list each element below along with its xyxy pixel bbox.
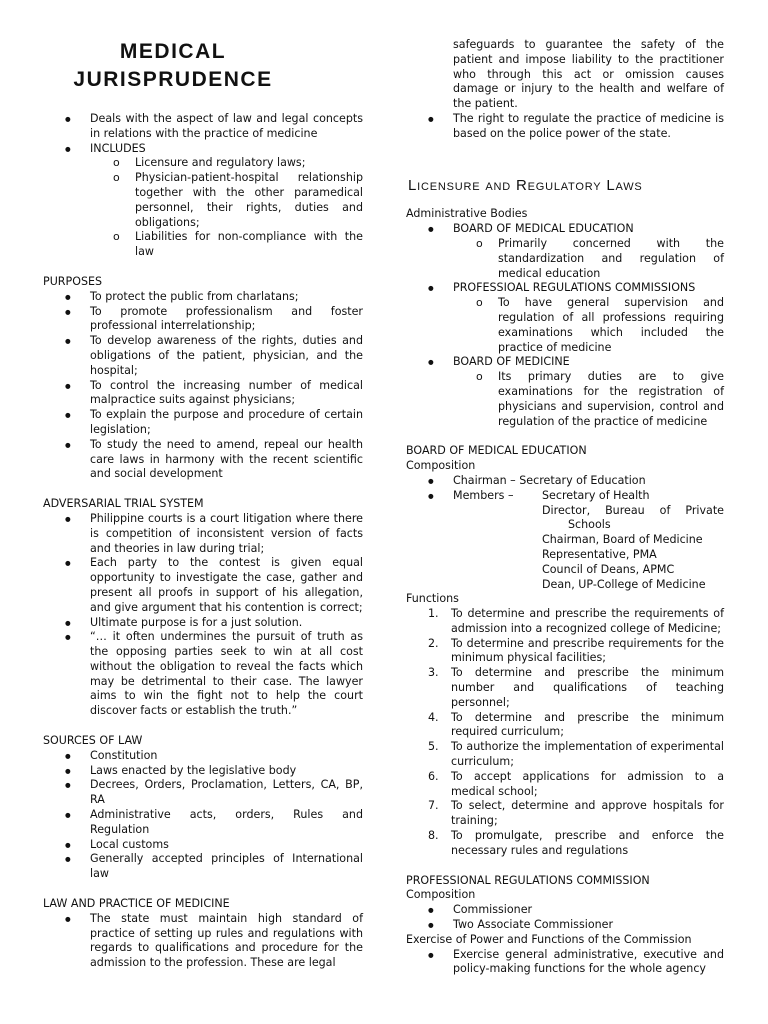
list-item: ● Commissioner (406, 903, 724, 918)
member-entry: Chairman, Board of Medicine (542, 533, 703, 547)
list-item: ● INCLUDES (43, 142, 363, 157)
numbered-item-text: To accept applications for admission to a medical school; (451, 769, 724, 798)
numbered-item-text: To determine and prescribe the minimum number and qualifications of teaching personnel; (451, 666, 724, 709)
section-heading-prc: PROFESSIONAL REGULATIONS COMMISSION (406, 873, 650, 887)
numbered-item: 8. To promulgate, prescribe and enforce the necessary rules and regulations (428, 829, 724, 857)
sub-list-item: o Physician-patient-hospital relationship together with the other paramedical personnel, their rights, duties and obligations; (43, 171, 363, 230)
list-item: ● To explain the purpose and procedure of certain legislation; (43, 408, 363, 438)
section-heading-bme: BOARD OF MEDICAL EDUCATION (406, 444, 587, 458)
numbered-item: 7. To select, determine and approve hospitals for training; (428, 799, 724, 828)
title-line-2: JURISPRUDENCE (73, 68, 273, 91)
member-entry: Secretary of Health (542, 488, 650, 502)
list-item: ● Exercise general administrative, executive and policy-making functions for the whole agency (406, 948, 724, 978)
list-item: ● To study the need to amend, repeal our health care laws in harmony with the recent scientific and social development (43, 438, 363, 482)
section-heading-adversarial: ADVERSARIAL TRIAL SYSTEM (43, 497, 204, 511)
list-item: ● BOARD OF MEDICINE (406, 355, 724, 370)
numbered-item: 5. To authorize the implementation of experimental curriculum; (428, 740, 724, 769)
numbered-item-text: To determine and prescribe the requirements of admission into a recognized college of Medicine; (451, 607, 724, 635)
numbered-item-text: To select, determine and approve hospitals for training; (451, 799, 724, 828)
list-item: ● Deals with the aspect of law and legal concepts in relations with the practice of medicine (43, 112, 363, 142)
sub-list-item: o Licensure and regulatory laws; (43, 156, 363, 171)
numbered-item: 3. To determine and prescribe the minimum number and qualifications of teaching personnel; (428, 666, 724, 709)
list-item: ● Laws enacted by the legislative body (43, 764, 363, 779)
list-item: ● Chairman – Secretary of Education (406, 474, 724, 489)
numbered-item: 6. To accept applications for admission to a medical school; (428, 769, 724, 798)
continued-text: safeguards to guarantee the safety of the patient and impose liability to the practitioner who through this act or omission causes damage or injury to the health and welfare of the patient. (453, 38, 724, 111)
right-column (406, 38, 724, 977)
list-item: ● To protect the public from charlatans; (43, 290, 363, 305)
members-label: Members – (453, 488, 514, 502)
section-heading-purposes: PURPOSES (43, 274, 103, 288)
list-item: ● Philippine courts is a court litigation where there is competition of inconsistent version of facts and theories in law during trial; (43, 512, 363, 556)
list-item: ● Constitution (43, 749, 363, 764)
numbered-item-text: To determine and prescribe the minimum required curriculum; (451, 710, 724, 739)
numbered-item-text: To authorize the implementation of experimental curriculum; (451, 740, 724, 769)
composition-label: Composition (406, 888, 476, 902)
list-item: ● Administrative acts, orders, Rules and Regulation (43, 808, 363, 838)
numbered-item-text: To determine and prescribe requirements for the minimum physical facilities; (451, 636, 724, 665)
list-item: ● Local customs (43, 838, 363, 853)
composition-label: Composition (406, 459, 476, 473)
numbered-item: 2. To determine and prescribe requirements for the minimum physical facilities; (428, 636, 724, 665)
list-item: ● To develop awareness of the rights, duties and obligations of the patient, physician, and the hospital; (43, 334, 363, 378)
member-entry: Director, Bureau of Private (542, 503, 724, 517)
list-item: ● To promote professionalism and foster professional interrelationship; (43, 305, 363, 335)
numbered-item-text: To promulgate, prescribe and enforce the necessary rules and regulations (451, 829, 724, 857)
member-entry: Schools (568, 518, 611, 532)
list-item: ● Decrees, Orders, Proclamation, Letters, CA, BP, RA (43, 778, 363, 808)
list-item: ● Ultimate purpose is for a just solution. (43, 616, 363, 631)
member-entry-row (406, 504, 724, 519)
list-item: ● Each party to the contest is given equal opportunity to investigate the case, gather and present all proofs in support of his allegation, and give argument that his contention is correct; (43, 556, 363, 615)
list-item: ● BOARD OF MEDICAL EDUCATION (406, 222, 724, 237)
exercise-label: Exercise of Power and Functions of the Commission (406, 932, 692, 946)
member-entry: Council of Deans, APMC (542, 562, 675, 576)
section-heading-licensure: Licensure and Regulatory Laws (408, 176, 643, 194)
functions-label: Functions (406, 592, 459, 606)
list-item: ● PROFESSIOAL REGULATIONS COMMISSIONS (406, 281, 724, 296)
numbered-item: 1. To determine and prescribe the requirements of admission into a recognized college of Medicine; (428, 607, 724, 635)
list-item: ● Two Associate Commissioner (406, 918, 724, 933)
document-title (43, 38, 303, 94)
list-item: ● “… it often undermines the pursuit of truth as the opposing parties seek to win at all cost without the obligation to reveal the facts which may be detrimental to their case. The lawyer aims to win the fight not to help the court discover facts or establish the truth.” (43, 630, 363, 719)
section-heading-practice: LAW AND PRACTICE OF MEDICINE (43, 897, 230, 911)
sub-list-item: o Liabilities for non-compliance with the law (43, 230, 363, 260)
sub-list-item: o Primarily concerned with the standardization and regulation of medical education (406, 237, 724, 281)
list-item: ● The state must maintain high standard of practice of setting up rules and regulations with regards to qualifications and procedure for the admission to the profession. These are legal (43, 912, 363, 971)
list-item: ● The right to regulate the practice of medicine is based on the police power of the state. (406, 112, 724, 142)
member-entry: Representative, PMA (542, 547, 657, 561)
member-entry: Dean, UP-College of Medicine (542, 577, 706, 591)
members-item (406, 489, 724, 504)
sub-list-item: o To have general supervision and regulation of all professions requiring examinations which included the practice of medicine (406, 296, 724, 355)
numbered-item: 4. To determine and prescribe the minimum required curriculum; (428, 710, 724, 739)
left-column (43, 38, 363, 971)
sub-list-item: o Its primary duties are to give examinations for the registration of physicians and supervision, control and regulation of the practice of medicine (406, 370, 724, 429)
section-heading-sources: SOURCES OF LAW (43, 734, 143, 748)
list-item: ● Generally accepted principles of International law (43, 852, 363, 882)
admin-bodies-label: Administrative Bodies (406, 207, 528, 221)
list-item: ● To control the increasing number of medical malpractice suits against physicians; (43, 379, 363, 409)
title-line-1: MEDICAL (119, 40, 227, 63)
